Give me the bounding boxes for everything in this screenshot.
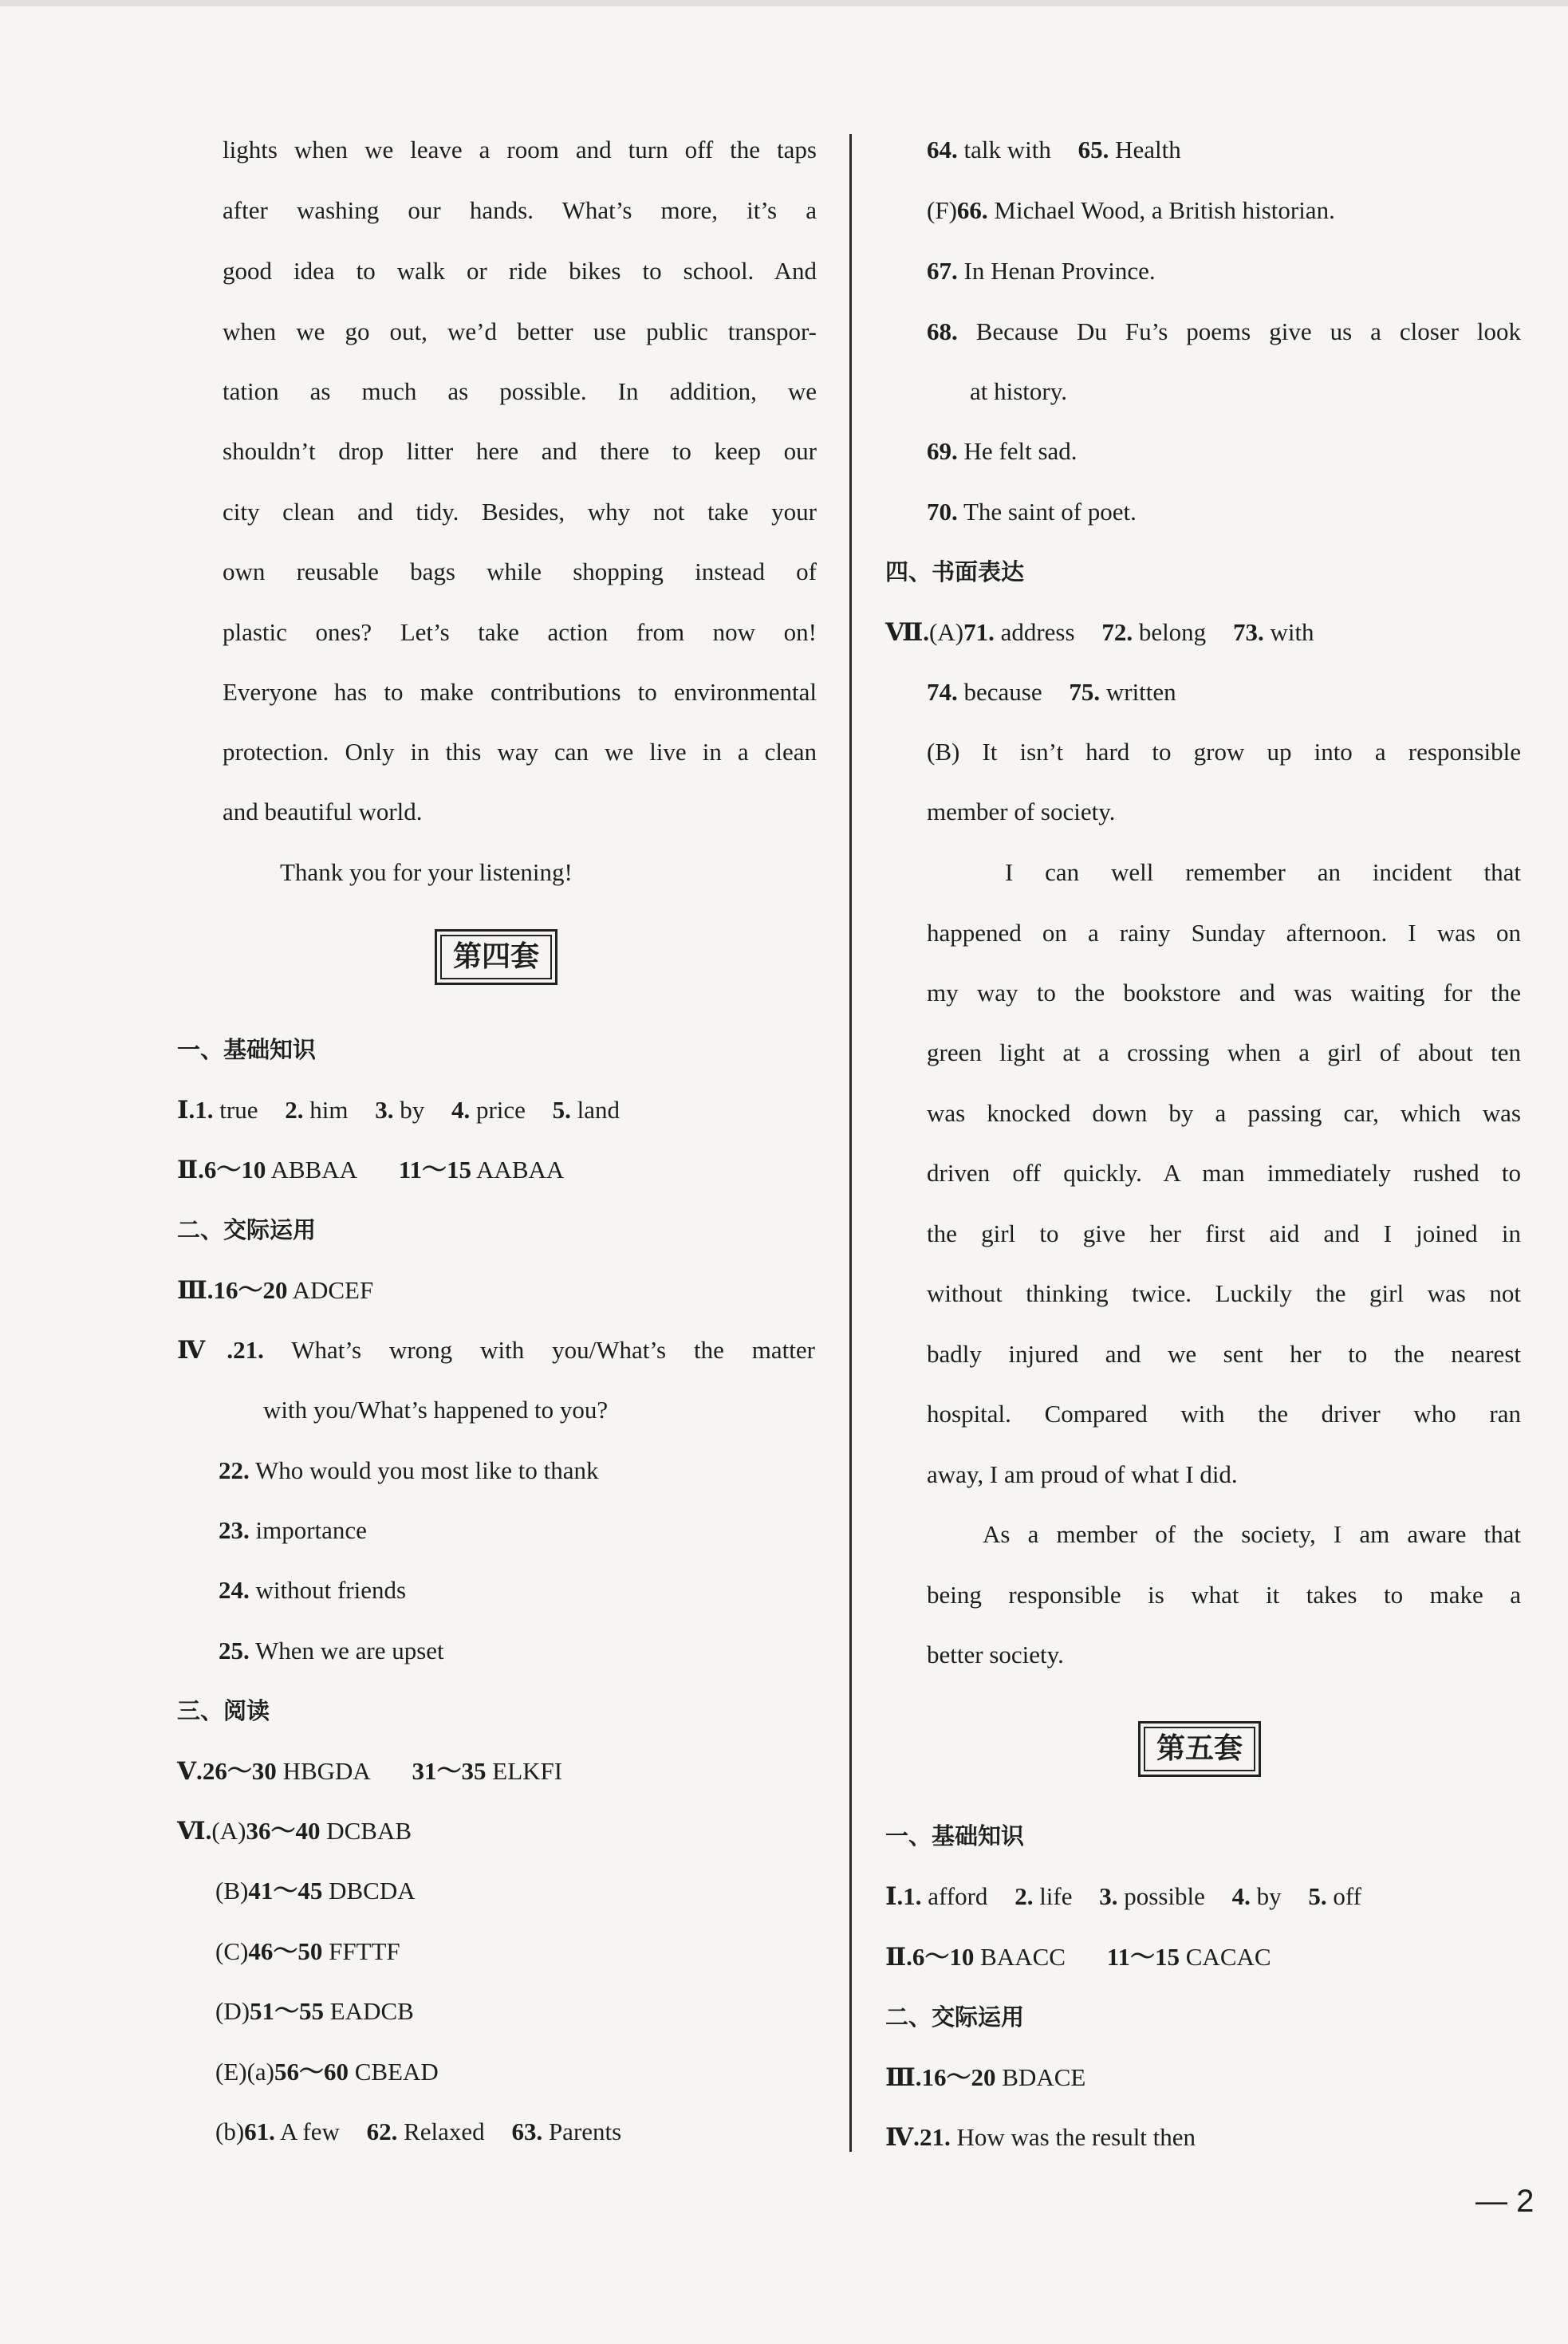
- answer-row: Ⅱ.6～10 ABBAA 11～15 AABAA: [177, 1156, 565, 1184]
- answer-row: 69. He felt sad.: [927, 437, 1078, 465]
- answer-row: member of society.: [927, 798, 1116, 825]
- top-edge: [0, 0, 1568, 6]
- answer-row: Ⅴ.26～30 HBGDA 31～35 ELKFI: [177, 1757, 563, 1785]
- answer-row: 68. Because Du Fu’s poems give us a closer look: [927, 317, 1521, 345]
- section-title: 一、基础知识: [177, 1036, 317, 1063]
- essay-line: tation as much as possible. In addition, we: [223, 377, 817, 405]
- answer-row: (D)51～55 EADCB: [215, 1997, 414, 2025]
- answer-row: 23. importance: [219, 1516, 367, 1544]
- story-line: the girl to give her first aid and I joined in: [927, 1219, 1521, 1247]
- answer-row: (B) It isn’t hard to grow up into a responsible: [927, 738, 1522, 766]
- answer-row: 64. talk with 65. Health: [927, 136, 1181, 163]
- essay-line: after washing our hands. What’s more, it’s a: [223, 196, 817, 224]
- answer-row: Ⅰ.1. afford 2. life 3. possible 4. by 5. off: [885, 1882, 1361, 1910]
- essay-line: Everyone has to make contributions to environmental: [223, 678, 817, 706]
- section-title: 一、基础知识: [885, 1822, 1025, 1850]
- story-line: As a member of the society, I am aware that: [983, 1520, 1521, 1548]
- answer-row: 22. Who would you most like to thank: [219, 1456, 599, 1484]
- essay-closing: Thank you for your listening!: [280, 858, 573, 886]
- section-title: 二、交际运用: [885, 2003, 1025, 2031]
- story-line: away, I am proud of what I did.: [927, 1460, 1238, 1488]
- story-line: being responsible is what it takes to make a: [927, 1581, 1521, 1609]
- answer-row: Ⅰ.1. true 2. him 3. by 4. price 5. land: [177, 1096, 621, 1124]
- answer-row: 67. In Henan Province.: [927, 257, 1156, 285]
- story-line: happened on a rainy Sunday afternoon. I was on: [927, 919, 1521, 947]
- essay-line: own reusable bags while shopping instead of: [223, 557, 817, 585]
- essay-line: when we go out, we’d better use public transpor-: [223, 317, 817, 345]
- section-title: 二、交际运用: [177, 1216, 317, 1243]
- answer-row: (B)41～45 DBCDA: [215, 1877, 416, 1905]
- essay-line: and beautiful world.: [223, 798, 423, 825]
- answer-row: (F)66. Michael Wood, a British historian.: [927, 196, 1335, 224]
- answer-row: at history.: [970, 377, 1067, 405]
- page-number: — 2: [1475, 2184, 1535, 2219]
- story-line: my way to the bookstore and was waiting for the: [927, 979, 1521, 1007]
- answer-row: Ⅲ.16～20 ADCEF: [177, 1276, 374, 1304]
- answer-row: with you/What’s happened to you?: [263, 1396, 609, 1424]
- story-line: I can well remember an incident that: [1005, 858, 1521, 886]
- answer-row: 25. When we are upset: [219, 1637, 444, 1664]
- answer-row: (C)46～50 FFTTF: [215, 1937, 400, 1965]
- answer-row: Ⅲ.16～20 BDACE: [885, 2063, 1086, 2091]
- section-title: 三、阅读: [177, 1697, 270, 1724]
- story-line: better society.: [927, 1641, 1064, 1668]
- story-line: badly injured and we sent her to the nearest: [927, 1340, 1521, 1368]
- essay-line: city clean and tidy. Besides, why not take your: [223, 498, 817, 526]
- answer-row: Ⅳ.21. What’s wrong with you/What’s the matter: [177, 1336, 815, 1364]
- answer-row: Ⅶ.(A)71. address 72. belong 73. with: [885, 618, 1314, 646]
- essay-line: shouldn’t drop litter here and there to keep our: [223, 437, 817, 465]
- story-line: driven off quickly. A man immediately rushed to: [927, 1159, 1521, 1187]
- section-title: 四、书面表达: [885, 558, 1025, 585]
- answer-row: 70. The saint of poet.: [927, 498, 1137, 526]
- answer-row: 74. because 75. written: [927, 678, 1176, 706]
- answer-row: Ⅵ.(A)36～40 DCBAB: [177, 1817, 412, 1845]
- column-divider: [849, 134, 852, 2152]
- answer-row: (b)61. A few 62. Relaxed 63. Parents: [215, 2117, 622, 2145]
- essay-line: good idea to walk or ride bikes to school. And: [223, 257, 817, 285]
- set4-title-box: [435, 929, 557, 985]
- essay-line: plastic ones? Let’s take action from now on!: [223, 618, 817, 646]
- story-line: was knocked down by a passing car, which was: [927, 1099, 1521, 1127]
- answer-row: 24. without friends: [219, 1576, 407, 1604]
- story-line: without thinking twice. Luckily the girl was not: [927, 1279, 1521, 1307]
- set4-title: 第四套: [440, 935, 552, 979]
- answer-row: Ⅳ.21. How was the result then: [885, 2123, 1196, 2151]
- set5-title: 第五套: [1144, 1727, 1255, 1771]
- story-line: green light at a crossing when a girl of about ten: [927, 1038, 1521, 1066]
- answer-row: Ⅱ.6～10 BAACC 11～15 CACAC: [885, 1943, 1271, 1971]
- story-line: hospital. Compared with the driver who ran: [927, 1400, 1521, 1428]
- essay-line: lights when we leave a room and turn off the taps: [223, 136, 817, 163]
- set5-title-box: [1138, 1721, 1261, 1777]
- essay-line: protection. Only in this way can we live in a clean: [223, 738, 817, 766]
- answer-row: (E)(a)56～60 CBEAD: [215, 2058, 439, 2086]
